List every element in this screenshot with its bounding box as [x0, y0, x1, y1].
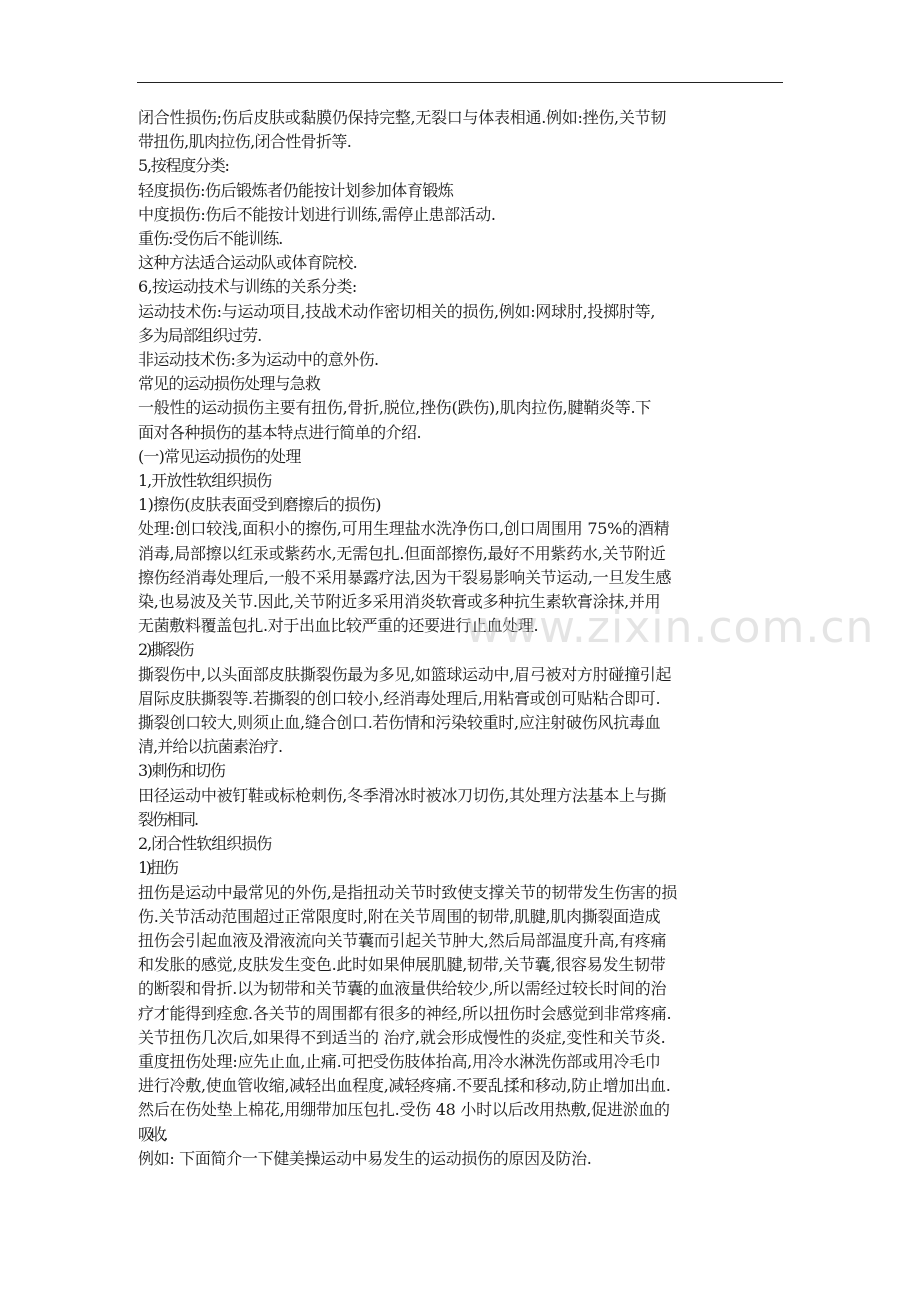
text-line: 处理:创口较浅,面积小的擦伤,可用生理盐水洗净伤口,创口周围用 75%的酒精	[138, 519, 670, 539]
text-line: 无菌敷料覆盖包扎.对于出血比较严重的还要进行止血处理.	[138, 616, 539, 636]
text-line: 裂伤相同.	[138, 809, 198, 829]
text-line: 闭合性损伤;伤后皮肤或黏膜仍保持完整,无裂口与体表相通.例如:挫伤,关节韧	[138, 108, 667, 127]
text-line: 关节扭伤几次后,如果得不到适当的 治疗,就会形成慢性的炎症,变性和关节炎.	[138, 1027, 666, 1047]
text-line: 疗才能得到痊愈.各关节的周围都有很多的神经,所以扭伤时会感觉到非常疼痛.	[138, 1003, 672, 1023]
text-line: 带扭伤,肌肉拉伤,闭合性骨折等.	[138, 132, 352, 152]
text-line: 1)擦伤(皮肤表面受到磨擦后的损伤)	[138, 495, 381, 515]
text-line: 例如: 下面简介一下健美操运动中易发生的运动损伤的原因及防治.	[138, 1148, 592, 1168]
text-line: 这种方法适合运动队或体育院校.	[138, 253, 358, 273]
text-line: 6,按运动技术与训练的关系分类:	[138, 277, 357, 297]
header-rule	[137, 82, 783, 83]
text-line: 染,也易波及关节.因此,关节附近多采用消炎软膏或多种抗生素软膏涂抹,并用	[138, 592, 661, 612]
text-line: 和发胀的感觉,皮肤发生变色.此时如果伸展肌腱,韧带,关节囊,很容易发生韧带	[138, 955, 666, 975]
text-line: 中度损伤:伤后不能按计划进行训练,需停止患部活动.	[138, 204, 496, 224]
text-line: 擦伤经消毒处理后,一般不采用暴露疗法,因为干裂易影响关节运动,一旦发生感	[138, 567, 672, 587]
text-line: 多为局部组织过劳.	[138, 325, 262, 345]
text-line: 的断裂和骨折.以为韧带和关节囊的血液量供给较少,所以需经过较长时间的治	[138, 979, 667, 999]
text-line: 运动技术伤:与运动项目,技战术动作密切相关的损伤,例如:网球肘,投掷肘等,	[138, 301, 656, 321]
text-line: 田径运动中被钉鞋或标枪刺伤,冬季滑冰时被冰刀切伤,其处理方法基本上与撕	[138, 785, 667, 805]
text-line: 一般性的运动损伤主要有扭伤,骨折,脱位,挫伤(跌伤),肌肉拉伤,腱鞘炎等.下	[138, 398, 652, 418]
text-line: 扭伤会引起血液及滑液流向关节囊而引起关节肿大,然后局部温度升高,有疼痛	[138, 930, 667, 950]
text-line: 重伤:受伤后不能训练.	[138, 229, 283, 249]
text-line: 重度扭伤处理:应先止血,止痛.可把受伤肢体抬高,用冷水淋洗伤部或用冷毛巾	[138, 1051, 661, 1071]
text-line: 撕裂创口较大,则须止血,缝合创口.若伤情和污染较重时,应注射破伤风抗毒血	[138, 713, 661, 733]
text-line: 撕裂伤中,以头面部皮肤撕裂伤最为多见,如篮球运动中,眉弓被对方肘碰撞引起	[138, 664, 672, 684]
text-line: 2)撕裂伤	[138, 640, 193, 660]
text-line: 消毒,局部擦以红汞或紫药水,无需包扎.但面部擦伤,最好不用紫药水,关节附近	[138, 543, 666, 563]
text-line: 轻度损伤:伤后锻炼者仍能按计划参加体育锻炼	[138, 180, 454, 200]
text-line: 1,开放性软组织损伤	[138, 471, 272, 491]
text-line: (一)常见运动损伤的处理	[138, 446, 301, 466]
text-line: 进行冷敷,使血管收缩,减轻出血程度,减轻疼痛.不要乱揉和移动,防止增加出血.	[138, 1076, 671, 1096]
text-line: 然后在伤处垫上棉花,用绷带加压包扎.受伤 48 小时以后改用热敷,促进淤血的	[138, 1100, 670, 1120]
text-line: 5,按程度分类:	[138, 156, 229, 176]
text-line: 常见的运动损伤处理与急救	[138, 374, 321, 394]
text-line: 吸收.	[138, 1124, 166, 1144]
text-line: 清,并给以抗菌素治疗.	[138, 737, 283, 757]
text-line: 眉际皮肤撕裂等.若撕裂的创口较小,经消毒处理后,用粘膏或创可贴粘合即可.	[138, 688, 661, 708]
text-line: 面对各种损伤的基本特点进行简单的介绍.	[138, 422, 422, 442]
text-line: 伤.关节活动范围超过正常限度时,附在关节周围的韧带,肌腱,肌肉撕裂面造成	[138, 906, 661, 926]
document-body	[138, 106, 798, 1171]
text-line: 非运动技术伤:多为运动中的意外伤.	[138, 350, 379, 370]
text-line: 2,闭合性软组织损伤	[138, 834, 272, 854]
watermark-text: www.zixin.com.cn	[465, 602, 875, 653]
text-line: 3)刺伤和切伤	[138, 761, 225, 781]
text-line: 1)扭伤	[138, 858, 177, 878]
text-line: 扭伤是运动中最常见的外伤,是指扭动关节时致使支撑关节的韧带发生伤害的损	[138, 882, 678, 902]
